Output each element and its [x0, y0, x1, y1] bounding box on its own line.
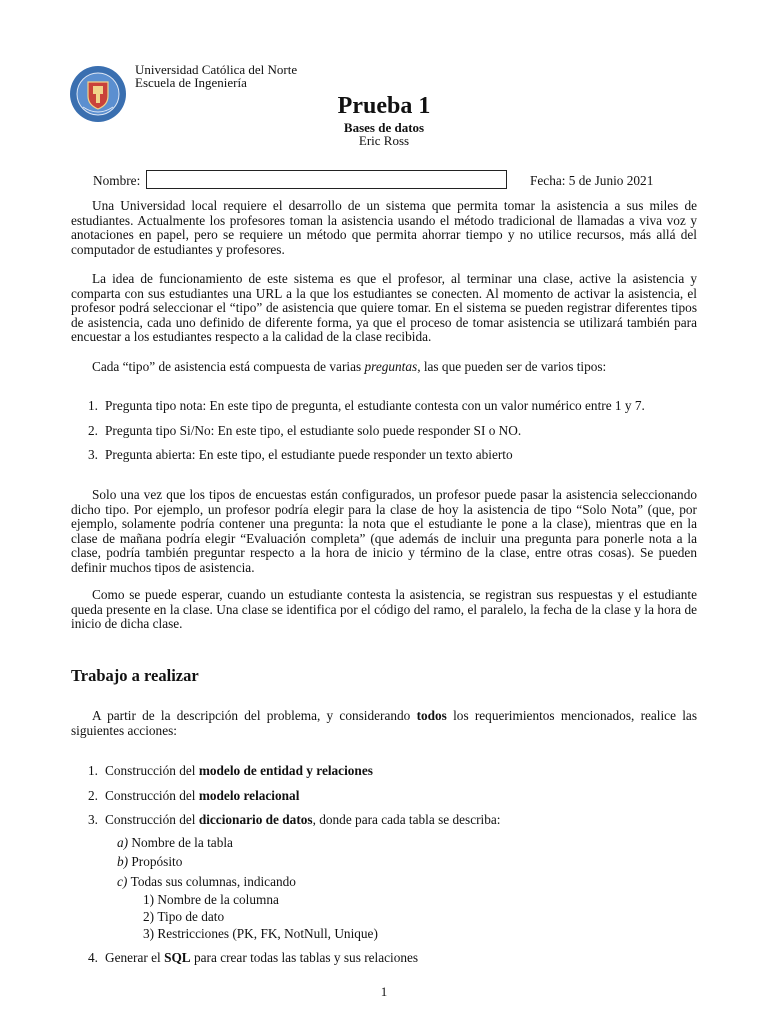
list-text: Pregunta tipo Si/No: En este tipo, el estudiante solo puede responder SI o NO.: [105, 423, 522, 438]
subtask-label: c): [117, 874, 128, 889]
school-name: Escuela de Ingeniería: [135, 75, 247, 90]
instructions-text-end: los requerimientos mencionados, realice las siguientes acciones:: [71, 708, 697, 738]
subtask-text: Todas sus columnas, indicando: [130, 874, 296, 889]
paragraph-survey-example: Solo una vez que los tipos de encuestas están configurados, un profesor puede pasar la asistencia seleccionando dicho tipo. Por ejemplo, un profesor podría elegir para la clase de hoy la asistencia de tipo “Solo Nota” (que, por ejemplo, solamente podría contener una pregunta: la nota que el estudiante le pone a la clase), mientras que en la clase de mañana podría elegir “Evaluación completa” (que además de incluir una pregunta para ponerle nota a la clase, podría también preguntar respecto a la hora de inicio y término de la clase, entre otras cosas). Se pueden definir muchos tipos de asistencia.: [71, 487, 697, 575]
paragraph-instructions: [71, 709, 697, 738]
list-number: 2.: [88, 423, 98, 438]
subtask-label: b): [117, 854, 129, 869]
name-label: Nombre:: [93, 173, 141, 188]
name-field[interactable]: [146, 170, 507, 189]
column-detail-label: 2): [143, 909, 155, 924]
paragraph-class-identification: Como se puede esperar, cuando un estudiante contesta la asistencia, se registran sus respuestas y el estudiante queda presente en la clase. Una clase se identifica por el código del ramo, el paralelo, la fecha de la clase y la hora de inicio de dicha clase.: [71, 587, 697, 632]
subtask-label: a): [117, 835, 129, 850]
task-number: 4.: [88, 950, 98, 965]
column-detail-item: [143, 909, 224, 924]
subtask-text: Propósito: [131, 854, 183, 869]
subtask-item: [117, 835, 233, 850]
column-detail-label: 3): [143, 926, 155, 941]
paragraph-system-idea: La idea de funcionamiento de este sistema es que el profesor, al terminar una clase, active la asistencia y comparta con sus estudiantes una URL a la que los estudiantes se conecten. Al momento de activar la asistencia, el profesor podrá seleccionar el “tipo” de asistencia que quiere tomar. En el sistema se pueden registrar diferentes tipos de asistencia, cada uno definido de diferente forma, ya que el proceso de tomar asistencia se utilizará también para encuestar a los estudiantes respecto a la calidad de la clase recibida.: [71, 271, 697, 345]
emphasis-todos: todos: [416, 708, 447, 723]
list-number: 3.: [88, 447, 98, 462]
task-text: Construcción del modelo de entidad y relaciones: [105, 763, 373, 778]
task-text: Generar el SQL para crear todas las tablas y sus relaciones: [105, 950, 419, 965]
task-number: 1.: [88, 763, 98, 778]
author-name: Eric Ross: [358, 133, 410, 148]
column-detail-text: Restricciones (PK, FK, NotNull, Unique): [157, 926, 378, 941]
subtask-item: [117, 874, 296, 889]
task-text: Construcción del diccionario de datos, donde para cada tabla se describa:: [105, 812, 501, 827]
instructions-text: A partir de la descripción del problema, y considerando: [92, 708, 417, 723]
intro-text: Cada “tipo” de asistencia está compuesta de varias: [92, 359, 365, 374]
subtask-item: [117, 854, 182, 869]
page-number: 1: [380, 984, 388, 999]
column-detail-text: Tipo de dato: [157, 909, 225, 924]
column-detail-item: [143, 892, 279, 907]
list-number: 1.: [88, 398, 98, 413]
document-title: Prueba 1: [337, 93, 431, 119]
paragraph-question-types-intro: [92, 360, 698, 375]
column-detail-label: 1): [143, 892, 155, 907]
column-detail-text: Nombre de la columna: [157, 892, 279, 907]
institution-name: Universidad Católica del Norte: [135, 62, 298, 77]
task-number: 2.: [88, 788, 98, 803]
task-text: Construcción del modelo relacional: [105, 788, 300, 803]
course-name: Bases de datos: [343, 120, 425, 135]
list-text: Pregunta tipo nota: En este tipo de pregunta, el estudiante contesta con un valor numérico entre 1 y 7.: [105, 398, 645, 413]
column-detail-item: [143, 926, 378, 941]
exam-date: Fecha: 5 de Junio 2021: [530, 173, 654, 188]
intro-text-end: , las que pueden ser de varios tipos:: [417, 359, 607, 374]
subtask-text: Nombre de la tabla: [131, 835, 233, 850]
list-text: Pregunta abierta: En este tipo, el estudiante puede responder un texto abierto: [105, 447, 513, 462]
emphasis-preguntas: preguntas: [364, 359, 418, 374]
task-number: 3.: [88, 812, 98, 827]
section-title: Trabajo a realizar: [71, 666, 199, 685]
paragraph-context: Una Universidad local requiere el desarrollo de un sistema que permita tomar la asistencia a sus miles de estudiantes. Actualmente los profesores toman la asistencia usando el método tradicional de llamadas a viva voz y anotaciones en papel, pero se requiere un método que permita ahorrar tiempo y no utilice recursos, más allá del computador de estudiantes y profesores.: [71, 198, 697, 257]
